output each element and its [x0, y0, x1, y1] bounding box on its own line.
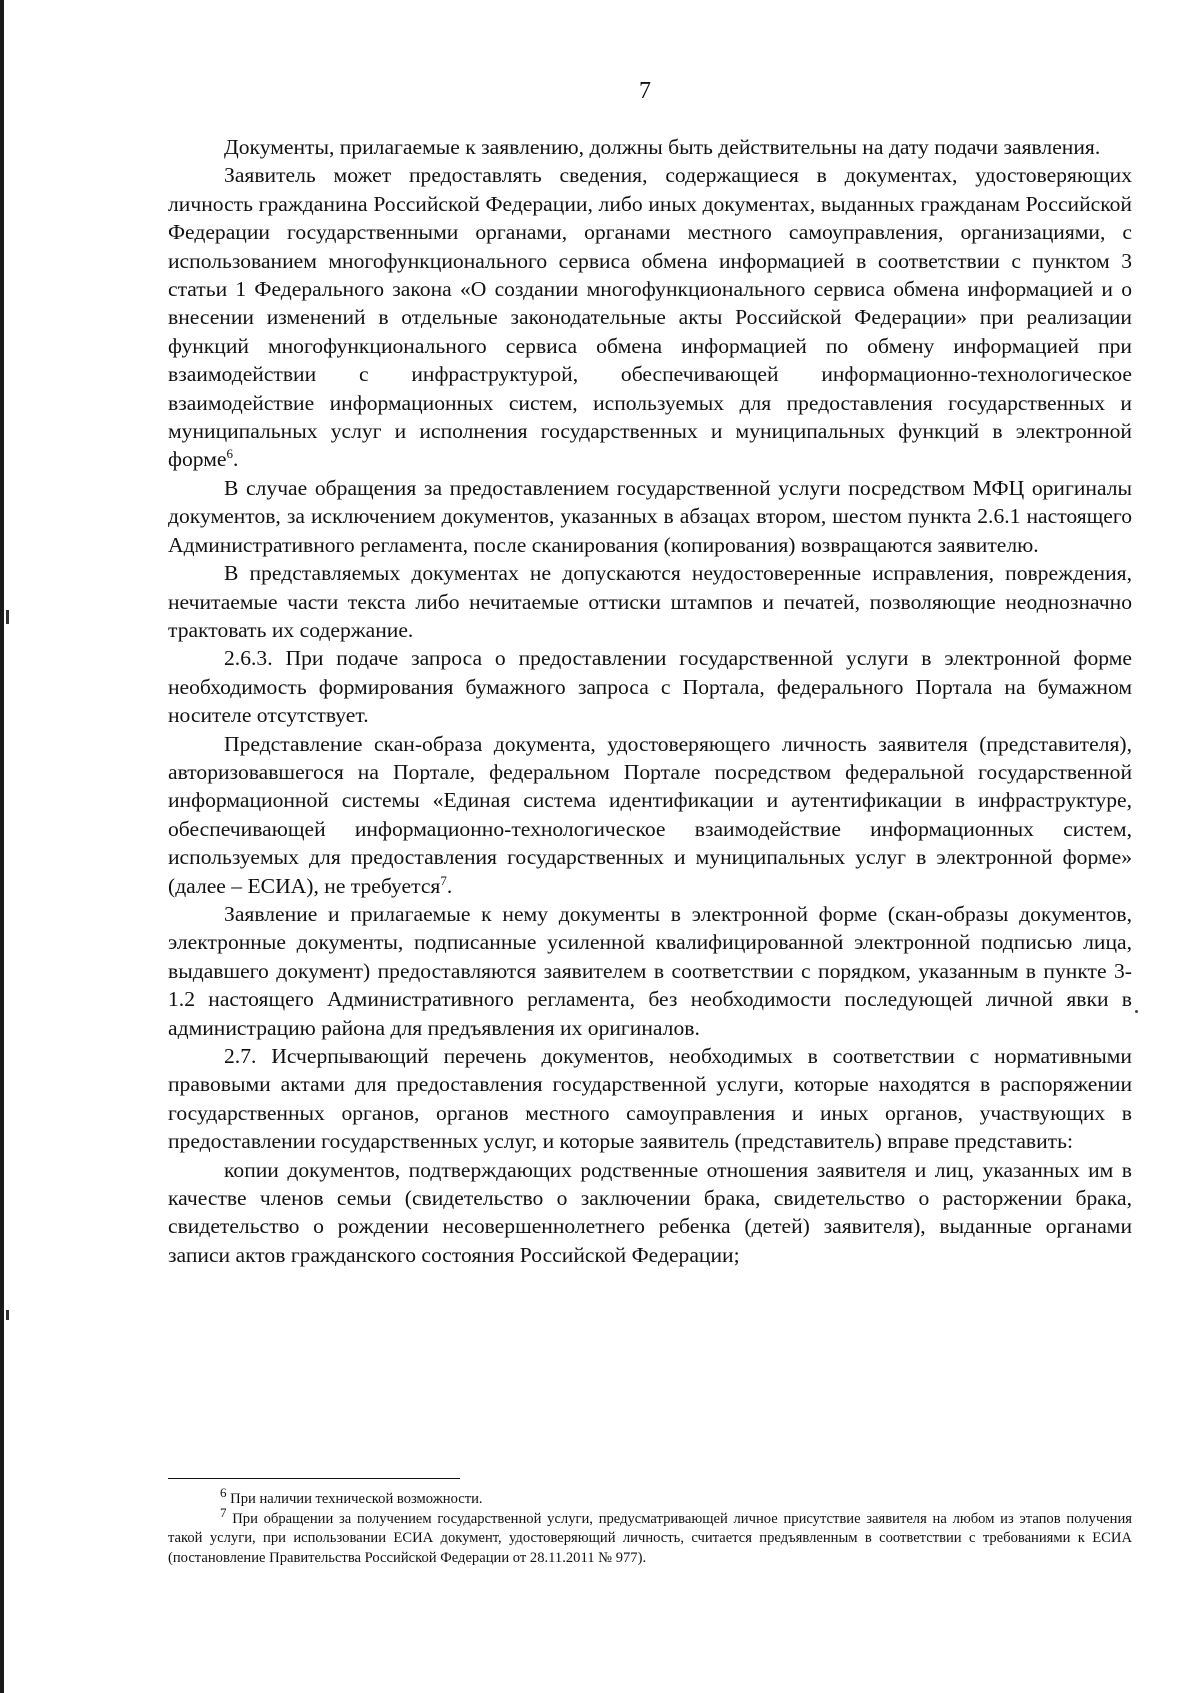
footnote	[168, 1485, 1132, 1510]
paragraph: В представляемых документах не допускаются неудостоверенные исправления, повреждения, нечитаемые части текста либо нечитаемые оттиски штампов и печатей, позволяющие неоднозначно трактовать их содержание.	[168, 561, 1132, 642]
page-number: 7	[639, 78, 651, 104]
paragraph	[168, 730, 1132, 900]
footnote-text: При обращении за получением государственной услуги, предусматривающей личное присутствие заявителя на любом из этапов получения такой услуги, при использовании ЕСИА документ, удостоверяющий личность, считается предъявленным в соответствии с требованиями к ЕСИА (постановление Правительства Российской Федерации от 28.11.2011 № 977).	[168, 1510, 1132, 1566]
footnote-mark: 7	[220, 1504, 227, 1520]
scan-artifact	[6, 1310, 9, 1320]
paragraph-text: Заявитель может предоставлять сведения, содержащиеся в документах, удостоверяющих личность гражданина Российской Федерации, либо иных документах, выданных гражданам Российской Федерации государственными органами, органами местного самоуправления, организациями, с использованием многофункционального сервиса обмена информацией в соответствии с пунктом 3 статьи 1 Федерального закона «О создании многофункционального сервиса обмена информацией и о внесении изменений в отдельные законодательные акты Российской Федерации» при реализации функций многофункционального сервиса обмена информацией по обмену информацией при взаимодействии с инфраструктурой, обеспечивающей информационно-технологическое взаимодействие информационных систем, используемых для предоставления государственных и муниципальных услуг и исполнения государственных и муниципальных функций в электронной форме	[168, 163, 1132, 472]
paragraph: 2.7. Исчерпывающий перечень документов, необходимых в соответствии с нормативными правовыми актами для предоставления государственной услуги, которые находятся в распоряжении государственных органов, органов местного самоуправления и иных органов, участвующих в предоставлении государственных услуг, и которые заявитель (представитель) вправе представить:	[168, 1044, 1132, 1154]
paragraph-text: Представление скан-образа документа, удостоверяющего личность заявителя (представителя), авторизовавшегося на Портале, федеральном Портале посредством федеральной государственной информационной системы «Единая система идентификации и аутентификации в инфраструктуре, обеспечивающей информационно-технологическое взаимодействие информационных систем, используемых для предоставления государственных и муниципальных услуг в электронной форме» (далее – ЕСИА), не требуется	[168, 731, 1132, 898]
scan-left-edge	[0, 0, 4, 1693]
footnote-mark: 6	[220, 1485, 227, 1501]
paragraph: Заявление и прилагаемые к нему документы в электронной форме (скан-образы документов, электронные документы, подписанные усиленной квалифицированной электронной подписью лица, выдавшего документ) предоставляются заявителем в соответствии с порядком, указанным в пункте 3-1.2 настоящего Административного регламента, без необходимости последующей личной явки в администрацию района для предъявления их оригиналов.	[168, 901, 1132, 1040]
footnote	[168, 1504, 1132, 1569]
paragraph: В случае обращения за предоставлением государственной услуги посредством МФЦ оригиналы документов, за исключением документов, указанных в абзацах втором, шестом пункта 2.6.1 настоящего Административного регламента, после сканирования (копирования) возвращаются заявителю.	[168, 475, 1132, 557]
footnote-divider	[168, 1478, 460, 1479]
paragraph: 2.6.3. При подаче запроса о предоставлении государственной услуги в электронной форме необходимость формирования бумажного запроса с Портала, федерального Портала на бумажном носителе отсутствует.	[168, 646, 1132, 728]
scan-artifact	[1135, 1010, 1138, 1013]
paragraph-tail: .	[233, 447, 239, 472]
footnote-ref[interactable]: 6	[226, 446, 234, 462]
footnote-text: При наличии технической возможности.	[226, 1491, 483, 1507]
paragraph: Документы, прилагаемые к заявлению, должны быть действительны на дату подачи заявления.	[224, 135, 1101, 159]
body-text	[168, 133, 1132, 1269]
scan-artifact	[6, 610, 9, 624]
footnote-ref[interactable]: 7	[440, 872, 447, 888]
paragraph	[168, 161, 1132, 473]
paragraph: копии документов, подтверждающих родственные отношения заявителя и лиц, указанных им в качестве членов семьи (свидетельство о заключении брака, свидетельство о расторжении брака, свидетельство о рождении несовершеннолетнего ребенка (детей) заявителя), выданные органами записи актов гражданского состояния Российской Федерации;	[168, 1157, 1132, 1267]
footnotes	[168, 1485, 1132, 1568]
paragraph-tail: .	[446, 873, 453, 898]
